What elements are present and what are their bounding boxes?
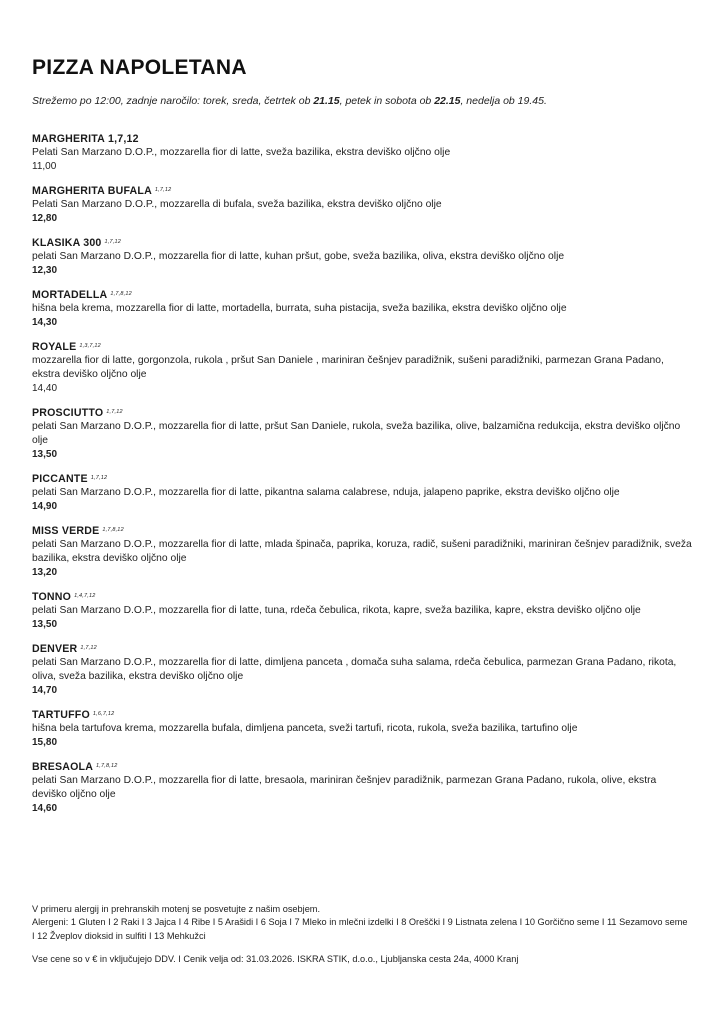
menu-item bbox=[32, 341, 692, 396]
item-title: ROYALE bbox=[32, 341, 77, 353]
prices-note: Vse cene so v € in vključujejo DDV. I Cenik velja od: 31.03.2026. ISKRA STIK, d.o.o., Ljubljanska cesta 24a, 4000 Kranj bbox=[32, 954, 519, 965]
item-description: pelati San Marzano D.O.P., mozzarella fior di latte, tuna, rdeča čebulica, rikota, kapre, sveža bazilika, kapre, ekstra deviško oljčno olje bbox=[32, 605, 641, 616]
item-description: Pelati San Marzano D.O.P., mozzarella fior di latte, sveža bazilika, ekstra deviško oljčno olje bbox=[32, 147, 451, 158]
item-title: PICCANTE bbox=[32, 473, 88, 485]
item-name bbox=[32, 185, 692, 198]
item-price: 15,80 bbox=[32, 737, 58, 748]
item-title: BRESAOLA bbox=[32, 761, 94, 773]
item-description: hišna bela tartufova krema, mozzarella bufala, dimljena panceta, sveži tartufi, ricota, rukola, sveža bazilika, tartufino olje bbox=[32, 723, 578, 734]
menu-list bbox=[32, 133, 692, 816]
item-name bbox=[32, 341, 692, 354]
item-name bbox=[32, 133, 692, 146]
allergens-list: Alergeni: 1 Gluten I 2 Raki I 3 Jajca I 4 Ribe I 5 Arašidi I 6 Soja I 7 Mleko in mlečni izdelki I 8 Oreščki I 9 Listnata zelena I 10 Gorčično seme I 11 Sezamovo seme I 12 Žveplov dioksid in sulfiti I 13 Mehkužci bbox=[32, 917, 688, 941]
item-price: 14,30 bbox=[32, 317, 58, 328]
item-price: 13,50 bbox=[32, 619, 58, 630]
item-price: 14,60 bbox=[32, 803, 58, 814]
item-price: 13,20 bbox=[32, 567, 58, 578]
item-price: 14,70 bbox=[32, 685, 58, 696]
footer bbox=[32, 903, 692, 967]
item-name bbox=[32, 473, 692, 486]
item-title: MORTADELLA bbox=[32, 289, 108, 301]
allergy-note: V primeru alergij in prehranskih motenj se posvetujte z našim osebjem. bbox=[32, 904, 321, 914]
item-description: Pelati San Marzano D.O.P., mozzarella di bufala, sveža bazilika, ekstra deviško oljčno olje bbox=[32, 199, 442, 210]
menu-page bbox=[32, 56, 692, 827]
menu-item bbox=[32, 709, 692, 750]
item-title: MISS VERDE bbox=[32, 525, 100, 537]
page-title: PIZZA NAPOLETANA bbox=[32, 56, 247, 79]
serving-hours: Strežemo po 12:00, zadnje naročilo: torek, sreda, četrtek ob 21.15, petek in sobota ob 22.15, nedelja ob 19.45. bbox=[32, 95, 547, 107]
item-name bbox=[32, 709, 692, 722]
menu-item bbox=[32, 185, 692, 226]
item-description: pelati San Marzano D.O.P., mozzarella fior di latte, pikantna salama calabrese, nduja, jalapeno paprike, ekstra deviško oljčno olje bbox=[32, 487, 620, 498]
item-price: 12,80 bbox=[32, 213, 58, 224]
item-title: MARGHERITA BUFALA bbox=[32, 185, 152, 197]
menu-item bbox=[32, 473, 692, 514]
item-description: mozzarella fior di latte, gorgonzola, rukola , pršut San Daniele , mariniran češnjev paradižnik, sušeni paradižniki, parmezan Grana Padano, ekstra deviško oljčno olje bbox=[32, 355, 664, 380]
item-allergens: 1,3,7,12 bbox=[79, 343, 101, 349]
item-allergens: 1,6,7,12 bbox=[92, 711, 115, 717]
menu-item bbox=[32, 133, 692, 174]
item-allergens: 1,7,12 bbox=[80, 645, 97, 651]
item-name bbox=[32, 761, 692, 774]
item-price: 14,90 bbox=[32, 501, 58, 512]
menu-item bbox=[32, 643, 692, 698]
item-allergens: 1,7,8,12 bbox=[110, 291, 132, 297]
menu-item bbox=[32, 591, 692, 632]
item-name bbox=[32, 525, 692, 538]
item-description: pelati San Marzano D.O.P., mozzarella fior di latte, kuhan pršut, gobe, sveža bazilika, oliva, ekstra deviško oljčno olje bbox=[32, 251, 565, 262]
item-price: 13,50 bbox=[32, 449, 58, 460]
item-name bbox=[32, 591, 692, 604]
item-name bbox=[32, 643, 692, 656]
item-description: pelati San Marzano D.O.P., mozzarella fior di latte, mlada špinača, paprika, koruza, radič, sušeni paradižniki, mariniran češnjev paradižnik, sveža bazilika, ekstra deviško oljčno olje bbox=[32, 539, 692, 564]
menu-item bbox=[32, 761, 692, 816]
item-allergens: 1,7,8,12 bbox=[96, 763, 118, 769]
menu-item bbox=[32, 407, 692, 462]
item-title: KLASIKA 300 bbox=[32, 237, 102, 249]
item-price: 14,40 bbox=[32, 383, 58, 394]
item-title: TONNO bbox=[32, 591, 72, 603]
item-name bbox=[32, 289, 692, 302]
item-price: 11,00 bbox=[32, 161, 57, 172]
item-allergens: 1,7,12 bbox=[106, 409, 123, 415]
menu-item bbox=[32, 525, 692, 580]
menu-item bbox=[32, 237, 692, 278]
item-title: DENVER bbox=[32, 643, 78, 655]
item-description: pelati San Marzano D.O.P., mozzarella fior di latte, dimljena panceta , domača suha salama, rdeča čebulica, parmezan Grana Padano, rikota, oliva, sveža bazilika, ekstra deviško oljčno olje bbox=[32, 657, 677, 682]
item-title: TARTUFFO bbox=[32, 709, 90, 721]
item-allergens: 1,7,12 bbox=[104, 239, 122, 245]
item-title: PROSCIUTTO bbox=[32, 407, 104, 419]
item-allergens: 1,4,7,12 bbox=[74, 593, 96, 599]
item-allergens: 1,7,12 bbox=[90, 475, 108, 481]
item-description: hišna bela krema, mozzarella fior di latte, mortadella, burrata, suha pistacija, sveža bazilika, ekstra deviško oljčno olje bbox=[32, 303, 567, 314]
item-name bbox=[32, 237, 692, 250]
item-price: 12,30 bbox=[32, 265, 58, 276]
item-description: pelati San Marzano D.O.P., mozzarella fior di latte, pršut San Daniele, rukola, sveža bazilika, olive, balzamična redukcija, ekstra deviško oljčno olje bbox=[32, 421, 681, 446]
item-name bbox=[32, 407, 692, 420]
item-allergens: 1,7,12 bbox=[154, 187, 172, 193]
item-allergens: 1,7,8,12 bbox=[102, 527, 124, 533]
item-title: MARGHERITA bbox=[32, 133, 106, 145]
menu-item bbox=[32, 289, 692, 330]
item-allergens: 1,7,12 bbox=[108, 133, 139, 145]
item-description: pelati San Marzano D.O.P., mozzarella fior di latte, bresaola, mariniran češnjev paradižnik, parmezan Grana Padano, rukola, olive, ekstra deviško oljčno olje bbox=[32, 775, 657, 800]
